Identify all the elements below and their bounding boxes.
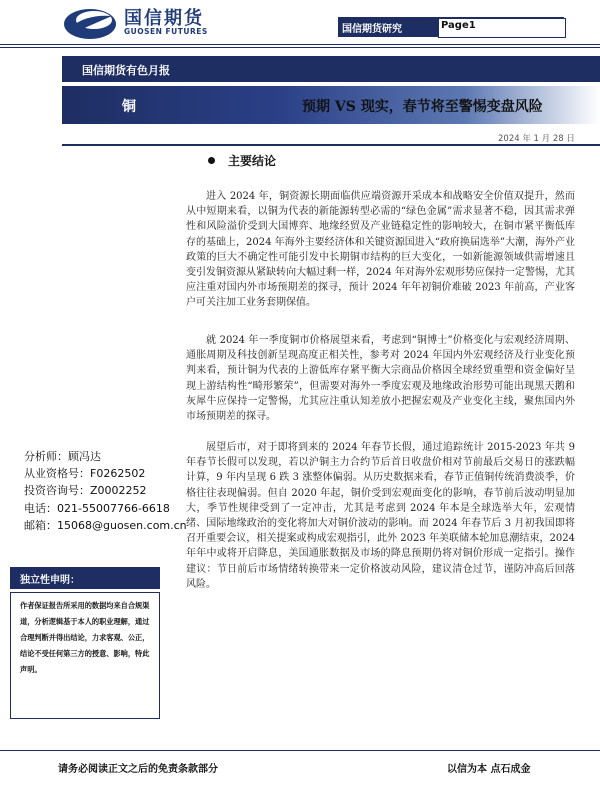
report-series: 国信期货有色月报: [82, 64, 170, 77]
section-bullet-icon: [208, 157, 215, 164]
date-divider: [62, 144, 600, 146]
paragraph-q1-outlook: 就 2024 年一季度铜市价格展望来看，考虑到“铜博士”价格变化与宏观经济周期、通胀周期及科技创新呈现高度正相关性，参考对 2024 年国内外宏观经济及行业变化预判来看，预计铜为代表的上游低库存紧平衡大宗商品价格因全球经贸重塑和资金偏好呈现上游结构性“畸形繁荣”，但需要对海外一季度宏观及地缘政治形势可能出现黑天鹅和灰犀牛应保持一定警惕，尤其应注重认知差放小把握宏观及产业变化主线，聚焦国内外市场预期差的探寻。: [186, 335, 575, 423]
report-title: 预期 VS 现实，春节将至警惕变盘风险: [302, 99, 543, 115]
analyst-email[interactable]: 邮箱：15068@guosen.com.cn: [24, 518, 187, 532]
logo-chinese-name: 国信期货: [124, 8, 204, 29]
analyst-info: [24, 448, 187, 534]
guosen-logo-icon: [62, 2, 120, 42]
disclaimer-heading: 独立性申明：: [20, 575, 80, 586]
footer-divider: [0, 750, 600, 751]
disclaimer-text: 作者保证报告所采用的数据均来自合规渠道，分析逻辑基于本人的职业理解，通过合理判断并得出结论，力求客观、公正，结论不受任何第三方的授意、影响，特此声明。: [20, 601, 150, 674]
report-date: 2024 年 1 月 28 日: [498, 134, 575, 144]
paragraph-outlook-2024: 进入 2024 年，铜资源长期面临供应端资源开采成本和战略安全价值双提升，然而从中短期来看，以铜为代表的新能源转型必需的“绿色金属”需求显著不稳，因其需求弹性和风险溢价受到大国博弈、地缘经贸及产业链稳定性的影响较大，在铜市紧平衡低库存的基础上，2024 年海外主要经济体和关键资源国进入“政府换届选举”大潮，海外产业政策的巨大不确定性可能引发中长期铜市结构的巨大变化，一如新能源领域供需增速且变引发铜资源从紧缺转向大幅过剩一样，2024 年对海外宏观形势应保持一定警惕，尤其应注重对国内外市场预期差的探寻，预计 2024 年年初铜价难破 2023 年前高，产业客户可关注加工业务套期保值。: [186, 191, 575, 309]
commodity-label: 铜: [122, 99, 136, 115]
report-type-label: 国信期货研究: [342, 24, 402, 35]
company-logo: [62, 2, 252, 40]
page-number: Page1: [441, 20, 476, 31]
header-divider: [0, 44, 600, 45]
logo-english-name: GUOSEN FUTURES: [124, 27, 208, 36]
footer-slogan: 以信为本 点石成金: [447, 764, 531, 775]
footer-notice: 请务必阅读正文之后的免责条款部分: [58, 764, 218, 775]
analyst-advisor-number: 投资咨询号：Z0002252: [24, 484, 147, 498]
analyst-phone: 电话：021-55007766-6618: [24, 501, 170, 515]
header-divider-secondary: [0, 47, 600, 48]
analyst-license: 从业资格号：F0262502: [24, 467, 146, 481]
analyst-name: 分析师：顾冯达: [24, 450, 101, 463]
section-heading: 主要结论: [228, 154, 277, 168]
paragraph-spring-festival: 展望后市，对于即将到来的 2024 年春节长假，通过追踪统计 2015-2023 年共 9 年春节长假可以发现，若以沪铜主力合约节后首日收盘价相对节前最后交易日的涨跌幅计算，9 年内呈现 6 跌 3 涨整体偏弱。从历史数据来看，春节正值铜传统消费淡季，价格往往表现偏弱。但自 2020 年起，铜价受到宏观面变化的影响，春节前后波动明显加大，季节性规律受到了一定冲击，尤其是考虑到 2024 年本是全球选举大年，宏观情绪、国际地缘政治的变化将加大对铜价波动的影响。而 2024 年春节后 3 月初我国即将召开重要会议，相关提案或构成宏观指引，此外 2023 年美联储本轮加息潮结束，2024 年年中或将开启降息，美国通胀数据及市场的降息预期仍将对铜价形成一定指引。操作建议：节日前后市场情绪转换带来一定价格波动风险，建议清仓过节，谨防冲高后回落风险。: [186, 442, 575, 590]
